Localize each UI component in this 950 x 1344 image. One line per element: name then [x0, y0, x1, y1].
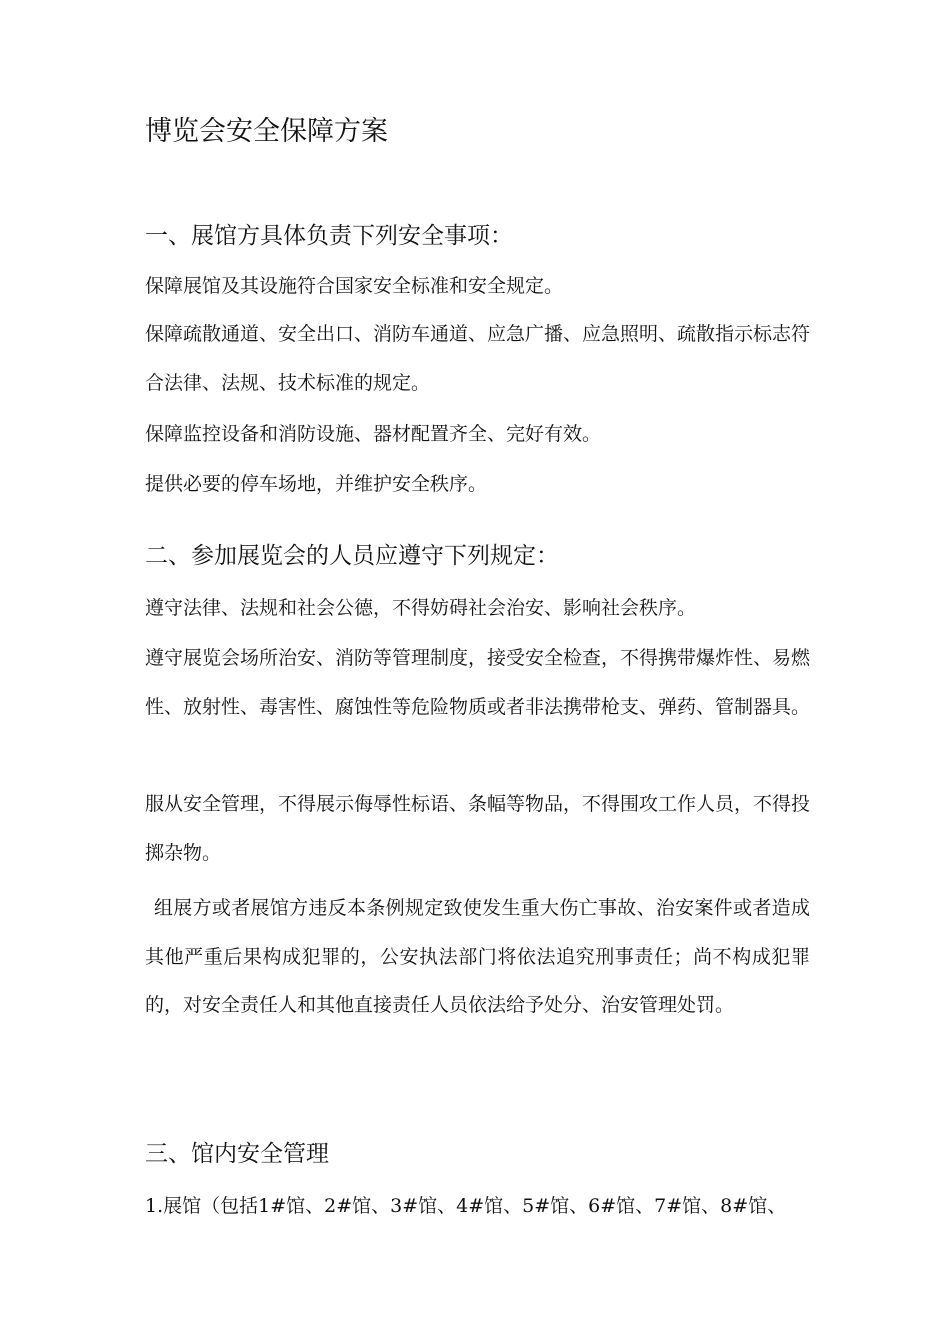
section-2-paragraph-2: 遵守展览会场所治安、消防等管理制度，接受安全检查，不得携带爆炸性、易燃性、放射性、毒害性、腐蚀性等危险物质或者非法携带枪支、弹药、管制器具。 [145, 647, 811, 718]
section-1-paragraph-1: 保障展馆及其设施符合国家安全标准和安全规定。 [145, 275, 564, 297]
section-2-paragraph-1: 遵守法律、法规和社会公德，不得妨碍社会治安、影响社会秩序。 [145, 597, 697, 619]
section-2-heading: 二、参加展览会的人员应遵守下列规定： [145, 543, 559, 569]
section-3-heading: 三、馆内安全管理 [145, 1141, 329, 1167]
section-2-paragraph-4: 组展方或者展馆方违反本条例规定致使发生重大伤亡事故、治安案件或者造成其他严重后果构成犯罪的，公安执法部门将依法追究刑事责任；尚不构成犯罪的，对安全责任人和其他直接责任人员依法给予处分、治安管理处罚。 [145, 897, 810, 1016]
section-1-paragraph-3: 保障监控设备和消防设施、器材配置齐全、完好有效。 [145, 423, 602, 445]
section-1-heading: 一、展馆方具体负责下列安全事项： [145, 223, 513, 249]
section-3-paragraph-1: 1.展馆（包括1#馆、2#馆、3#馆、4#馆、5#馆、6#馆、7#馆、8#馆、 [145, 1195, 787, 1217]
section-1-paragraph-4: 提供必要的停车场地，并维护安全秩序。 [145, 473, 488, 495]
document-title: 博览会安全保障方案 [145, 116, 388, 147]
section-1-paragraph-2: 保障疏散通道、安全出口、消防车通道、应急广播、应急照明、疏散指示标志符合法律、法规、技术标准的规定。 [145, 323, 811, 394]
section-2-paragraph-3: 服从安全管理，不得展示侮辱性标语、条幅等物品，不得围攻工作人员，不得投掷杂物。 [145, 793, 811, 864]
